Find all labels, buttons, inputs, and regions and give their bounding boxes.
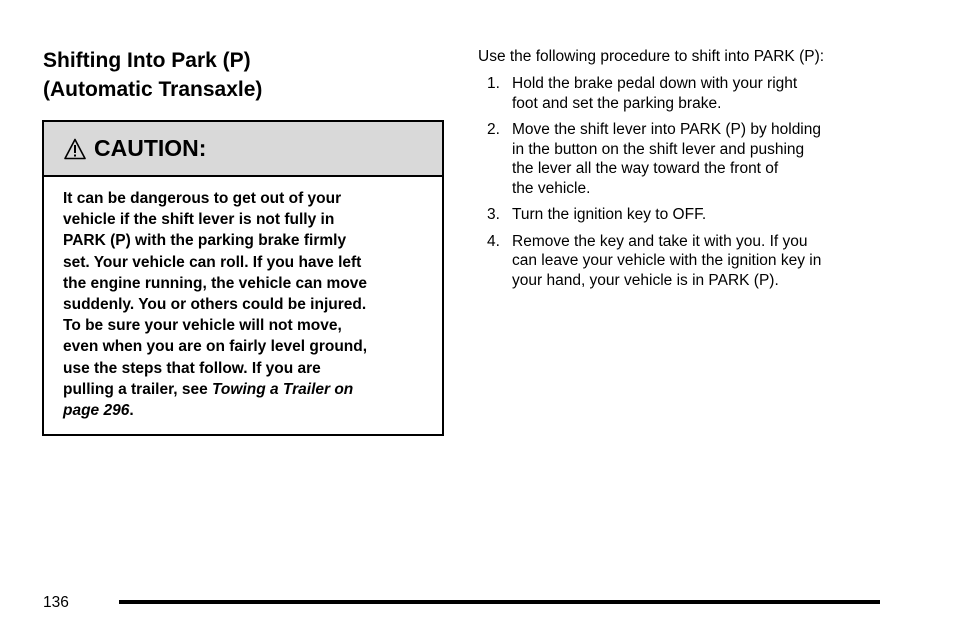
section-title: [43, 46, 443, 104]
caution-line-prefix: pulling a trailer, see: [63, 380, 213, 398]
step-line: foot and set the parking brake.: [512, 94, 722, 112]
caution-line-suffix: .: [129, 402, 134, 420]
procedure-step: [478, 74, 898, 113]
caution-line: set. Your vehicle can roll. If you have left: [63, 253, 362, 271]
caution-line: the engine running, the vehicle can move: [63, 274, 368, 292]
caution-line-with-xref: [63, 379, 425, 400]
procedure-intro: Use the following procedure to shift into PARK (P):: [478, 48, 825, 65]
page-number: 136: [43, 594, 69, 611]
cross-reference-link[interactable]: Towing a Trailer on: [212, 380, 354, 398]
caution-line: even when you are on fairly level ground,: [63, 338, 368, 356]
step-line: the vehicle.: [512, 179, 591, 197]
caution-box: [42, 120, 444, 436]
caution-line-with-xref: [63, 400, 425, 421]
caution-line: vehicle if the shift lever is not fully in: [63, 211, 335, 229]
caution-line: To be sure your vehicle will not move,: [63, 317, 342, 335]
procedure-steps: [478, 74, 898, 297]
step-line: the lever all the way toward the front of: [512, 160, 779, 177]
footer-rule: [119, 600, 880, 604]
step-line: in the button on the shift lever and pushing: [512, 140, 805, 158]
caution-body: [63, 188, 425, 421]
step-number: 3.: [487, 206, 500, 223]
caution-label: CAUTION:: [94, 135, 207, 161]
step-number: 2.: [487, 121, 500, 138]
cross-reference-page[interactable]: page 296: [63, 402, 130, 420]
step-line: Remove the key and take it with you. If you: [512, 232, 808, 250]
step-number: 4.: [487, 232, 500, 250]
caution-line: PARK (P) with the parking brake firmly: [63, 232, 347, 250]
procedure-step: [478, 120, 898, 198]
procedure-step: [478, 232, 898, 291]
step-line: Turn the ignition key to OFF.: [512, 206, 707, 223]
caution-line: suddenly. You or others could be injured.: [63, 296, 367, 314]
step-number: 1.: [487, 75, 500, 92]
step-line: your hand, your vehicle is in PARK (P).: [512, 271, 779, 289]
procedure-step: [478, 205, 898, 225]
step-line: Move the shift lever into PARK (P) by holding: [512, 121, 821, 138]
caution-header: [44, 122, 442, 177]
section-title-line-2: (Automatic Transaxle): [43, 78, 263, 101]
step-line: can leave your vehicle with the ignition key in: [512, 252, 822, 269]
warning-triangle-icon: [64, 138, 86, 160]
step-line: Hold the brake pedal down with your right: [512, 75, 798, 92]
caution-line: It can be dangerous to get out of your: [63, 190, 342, 207]
section-title-line-1: Shifting Into Park (P): [43, 49, 251, 72]
caution-line: use the steps that follow. If you are: [63, 359, 321, 377]
